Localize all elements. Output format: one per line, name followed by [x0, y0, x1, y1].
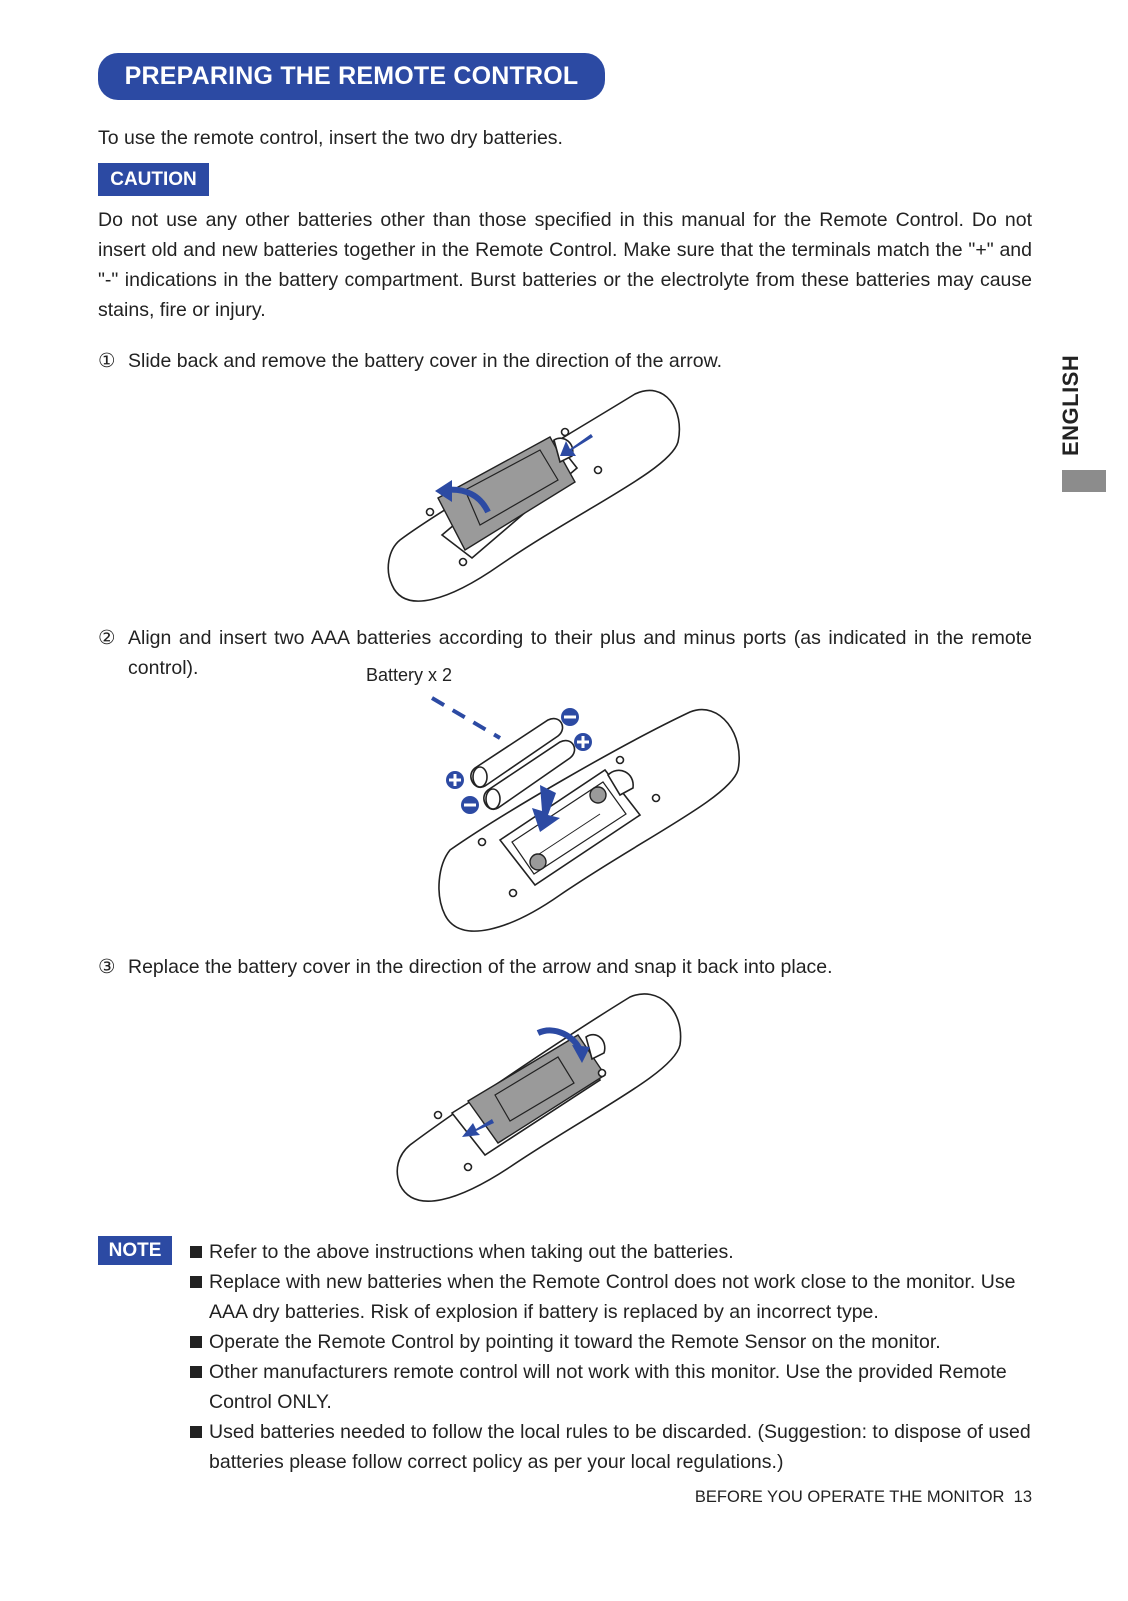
section-title: PREPARING THE REMOTE CONTROL [98, 53, 605, 100]
side-language-tab: ENGLISH [1058, 354, 1083, 456]
intro-text: To use the remote control, insert the two dry batteries. [98, 127, 563, 149]
step-2-number: ② [98, 627, 116, 649]
step-3 [98, 952, 1032, 982]
step-1 [98, 346, 1032, 376]
side-language-bar [1062, 470, 1106, 492]
step-3-number: ③ [98, 956, 116, 978]
screw-hole-icon [595, 467, 602, 474]
caution-text: Do not use any other batteries other than those specified in this manual for the Remote Control. Do not insert old and new batteries together in the Remote Control. Make sure that the terminals match the "+" and "-" indications in the battery compartment. Burst batteries or the electrolyte from these batteries may cause stains, fire or injury. [98, 209, 1032, 321]
screw-hole-icon [562, 429, 569, 436]
spring-terminal-icon [530, 854, 546, 870]
battery-guide-line [432, 698, 500, 738]
page-number: 13 [1013, 1488, 1032, 1506]
note-item: Used batteries needed to follow the local rules to be discarded. (Suggestion: to dispose of used batteries please follow correct policy as per your local regulations.) [190, 1417, 1035, 1477]
page-footer [600, 1488, 1032, 1507]
spring-terminal-icon [590, 787, 606, 803]
remote-insert-batteries-illustration [420, 690, 750, 945]
screw-hole-icon [427, 509, 434, 516]
step-1-text: Slide back and remove the battery cover in the direction of the arrow. [128, 350, 722, 372]
note-item: Replace with new batteries when the Remote Control does not work close to the monitor. Use AAA dry batteries. Risk of explosion if battery is replaced by an incorrect type. [190, 1267, 1035, 1327]
note-label: NOTE [98, 1236, 172, 1265]
step-3-text: Replace the battery cover in the direction of the arrow and snap it back into place. [128, 956, 833, 978]
note-item: Other manufacturers remote control will not work with this monitor. Use the provided Remote Control ONLY. [190, 1357, 1035, 1417]
step-2 [98, 623, 1032, 683]
step-2-text: Align and insert two AAA batteries according to their plus and minus ports (as indicated in the remote control). [128, 627, 1032, 679]
screw-hole-icon [460, 559, 467, 566]
remote-replace-cover-illustration [390, 985, 695, 1215]
step-1-number: ① [98, 350, 116, 372]
caution-label: CAUTION [98, 163, 209, 196]
battery-count-label: Battery x 2 [366, 665, 453, 685]
note-item: Refer to the above instructions when taking out the batteries. [190, 1237, 1035, 1267]
note-item: Operate the Remote Control by pointing it toward the Remote Sensor on the monitor. [190, 1327, 1035, 1357]
remote-remove-cover-illustration [380, 380, 700, 615]
footer-section-title: BEFORE YOU OPERATE THE MONITOR [694, 1488, 1005, 1506]
note-list [190, 1237, 1035, 1477]
